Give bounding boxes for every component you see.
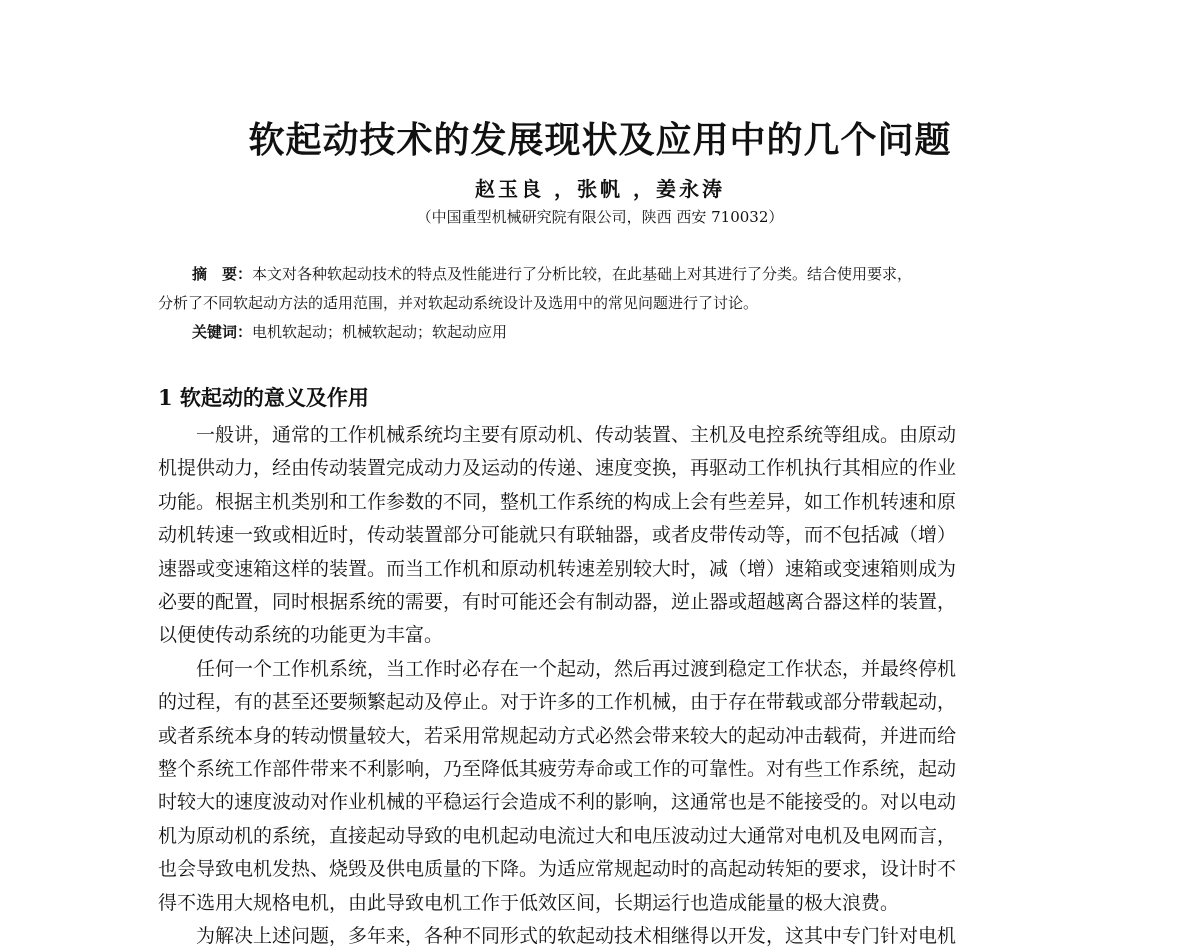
keywords-text: 电机软起动；机械软起动；软起动应用 <box>252 323 508 341</box>
body-line: 或者系统本身的转动惯量较大，若采用常规起动方式必然会带来较大的起动冲击载荷，并进而给 <box>158 724 957 747</box>
body-line: 得不选用大规格电机，由此导致电机工作于低效区间，长期运行也造成能量的极大浪费。 <box>158 891 900 914</box>
keywords-label: 关键词： <box>192 323 253 341</box>
section-heading: 1 软起动的意义及作用 <box>158 385 369 410</box>
abstract-block <box>158 260 1054 347</box>
section-body <box>158 419 1054 952</box>
body-line: 机为原动机的系统，直接起动导致的电机起动电流过大和电压波动过大通常对电机及电网而言， <box>158 824 957 847</box>
paper-authors: 赵玉良 ，张帆 ，姜永涛 <box>475 177 725 201</box>
body-line: 动机转速一致或相近时，传动装置部分可能就只有联轴器，或者皮带传动等，而不包括减（增） <box>158 524 957 547</box>
paper-affiliation: （中国重型机械研究院有限公司，陕西 西安 710032） <box>416 208 784 226</box>
body-line: 必要的配置，同时根据系统的需要，有时可能还会有制动器，逆止器或超越离合器这样的装置， <box>158 591 957 614</box>
body-line: 任何一个工作机系统，当工作时必存在一个起动，然后再过渡到稳定工作状态，并最终停机 <box>196 657 957 680</box>
body-line: 时较大的速度波动对作业机械的平稳运行会造成不利的影响，这通常也是不能接受的。对以电动 <box>158 791 957 814</box>
body-line: 机提供动力，经由传动装置完成动力及运动的传递、速度变换，再驱动工作机执行其相应的作业 <box>158 457 957 480</box>
body-line: 以便使传动系统的功能更为丰富。 <box>158 624 444 647</box>
paper-title: 软起动技术的发展现状及应用中的几个问题 <box>248 119 952 161</box>
body-line: 整个系统工作部件带来不利影响，乃至降低其疲劳寿命或工作的可靠性。对有些工作系统，起动 <box>158 758 957 781</box>
body-line: 也会导致电机发热、烧毁及供电质量的下降。为适应常规起动时的高起动转矩的要求，设计时不 <box>158 858 957 881</box>
abstract-text: 本文对各种软起动技术的特点及性能进行了分析比较，在此基础上对其进行了分类。结合使用要求， <box>252 265 913 283</box>
body-line: 为解决上述问题，多年来，各种不同形式的软起动技术相继得以开发，这其中专门针对电机 <box>196 925 957 948</box>
body-line: 的过程，有的甚至还要频繁起动及停止。对于许多的工作机械，由于存在带载或部分带载起动， <box>158 691 957 714</box>
abstract-line: 分析了不同软起动方法的适用范围，并对软起动系统设计及选用中的常见问题进行了讨论。 <box>158 294 759 312</box>
abstract-line <box>158 260 1054 289</box>
body-line: 一般讲，通常的工作机械系统均主要有原动机、传动装置、主机及电控系统等组成。由原动 <box>196 424 957 446</box>
abstract-label: 摘 要： <box>192 265 253 283</box>
keywords-line <box>158 318 1054 347</box>
body-line: 功能。根据主机类别和工作参数的不同，整机工作系统的构成上会有些差异，如工作机转速和原 <box>158 490 957 513</box>
body-line: 速器或变速箱这样的装置。而当工作机和原动机转速差别较大时，减（增）速箱或变速箱则成为 <box>158 557 957 580</box>
